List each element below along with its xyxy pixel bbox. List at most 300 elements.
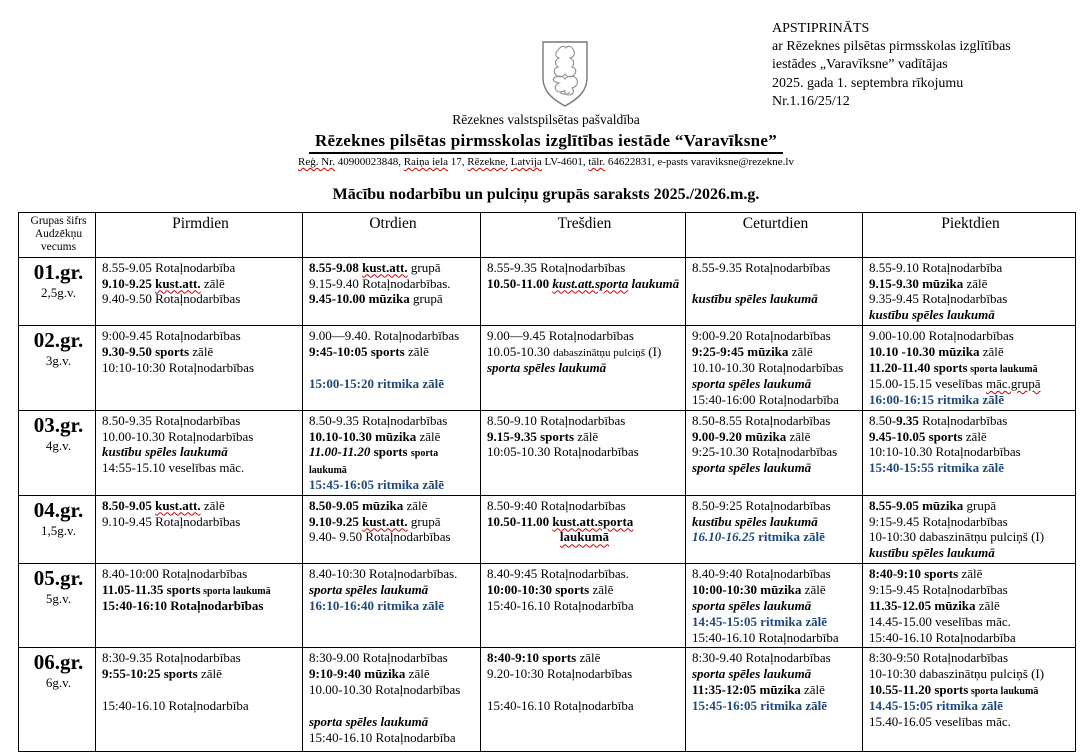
text-segment: 15:40-16.10 Rotaļnodarbība (869, 629, 1016, 645)
schedule-cell-otrdien (303, 564, 481, 648)
schedule-line (487, 444, 682, 460)
group-age: 1,5g.v. (41, 522, 76, 538)
schedule-line (102, 666, 299, 682)
text-segment: 10.00-10.30 Rotaļnodarbības (309, 682, 461, 698)
schedule-line (692, 498, 859, 514)
schedule-line (487, 529, 682, 545)
text-segment: zālē (979, 343, 1004, 359)
text-segment: 10.50-11.00 (487, 275, 553, 291)
table-header-row (19, 213, 1076, 258)
text-segment: 11.20-11.40 sports (869, 359, 968, 375)
approval-block (772, 20, 1084, 111)
schedule-line (869, 344, 1072, 360)
schedule-line (309, 514, 477, 530)
schedule-line (487, 650, 682, 666)
schedule-cell-otrdien (303, 257, 481, 325)
schedule-table-body (19, 257, 1076, 752)
text-segment: laukumā (559, 529, 610, 545)
schedule-line (487, 260, 682, 276)
schedule-line (102, 291, 299, 307)
text-segment: 8.50-9:40 Rotaļnodarbības (487, 497, 626, 513)
schedule-cell-piektdien (863, 495, 1076, 563)
schedule-line (309, 461, 477, 477)
text-segment: 8:40-9:10 sports (869, 566, 959, 582)
text-segment: zālē (788, 343, 813, 359)
corner-header-line: vecums (40, 241, 77, 254)
text-segment: 8.50-9.10 Rotaļnodarbības (487, 412, 626, 428)
text-segment: 10:00-10:30 mūzika (692, 581, 802, 597)
text-segment: 11.35-12.05 mūzika (869, 597, 976, 613)
schedule-line (102, 582, 299, 598)
schedule-line (869, 582, 1072, 598)
text-segment: zālē (404, 343, 429, 359)
text-segment: 9.35-9.45 Rotaļnodarbības (869, 291, 1008, 307)
day-header-1: Pirmdien (96, 213, 303, 258)
text-segment: 10.05-10.30 (487, 343, 554, 359)
text-segment: sporta spēles laukumā (487, 360, 607, 376)
schedule-line (309, 429, 477, 445)
schedule-line (487, 328, 682, 344)
schedule-cell-trešdien (481, 495, 686, 563)
text-segment: 10-10:30 dabaszinātņu pulciņš (I) (869, 529, 1045, 545)
municipality-name: Rēzeknes valstspilsētas pašvaldība (452, 112, 640, 127)
text-segment: 9.40- 9.50 Rotaļnodarbības (309, 529, 451, 545)
schedule-line (309, 566, 477, 582)
text-segment: 10:10-10:30 Rotaļnodarbības (102, 359, 255, 375)
schedule-line (309, 582, 477, 598)
text-segment: zālē (200, 275, 225, 291)
schedule-table (18, 212, 1076, 752)
text-segment: 14:45-15:05 ritmika zālē (692, 613, 828, 629)
text-segment: 10.10 -10.30 mūzika (869, 343, 980, 359)
text-segment: 8.55-9.05 mūzika (869, 497, 964, 513)
text-segment: 9:10-9:40 mūzika (309, 666, 406, 682)
contact-line (0, 156, 1092, 171)
schedule-line (102, 514, 299, 530)
text-segment: 9:15-9.45 Rotaļnodarbības (869, 513, 1008, 529)
text-segment: 10-10:30 dabaszinātņu pulciņš (I) (869, 666, 1045, 682)
schedule-line (869, 650, 1072, 666)
text-segment: grupā (963, 497, 997, 513)
text-segment: 9:55-10:25 sports (102, 666, 198, 682)
text-segment: grupā (407, 513, 441, 529)
text-segment: 16:00-16:15 ritmika zālē (869, 391, 1005, 407)
day-header-4: Ceturtdien (686, 213, 863, 258)
text-segment: 10:10-10.30 Rotaļnodarbības (869, 444, 1021, 460)
schedule-cell-trešdien (481, 410, 686, 495)
schedule-line (309, 650, 477, 666)
text-segment: 10:00-10:30 sports (487, 581, 590, 597)
text-segment: 8.40-9:40 Rotaļnodarbības (692, 566, 831, 582)
text-segment: 8.50-9.35 Rotaļnodarbības (309, 412, 448, 428)
schedule-cell-otrdien (303, 326, 481, 411)
text-segment: 16:10-16:40 ritmika zālē (309, 597, 445, 613)
text-segment: 9.20-10:30 Rotaļnodarbības (487, 666, 633, 682)
schedule-line (309, 698, 477, 714)
schedule-line (692, 460, 859, 476)
text-segment: 11.00-11.20 (309, 444, 374, 460)
schedule-line (102, 344, 299, 360)
text-segment: sporta spēles laukumā (692, 666, 812, 682)
schedule-line (869, 714, 1072, 730)
text-segment: 11.05-11.35 sports (102, 581, 201, 597)
group-cell (19, 257, 96, 325)
schedule-line (869, 545, 1072, 561)
text-segment: Reģ. Nr. (297, 156, 335, 168)
approval-line: Nr.1.16/25/12 (772, 93, 850, 109)
text-segment: sporta laukumā (967, 363, 1038, 375)
schedule-cell-ceturtdien (686, 257, 863, 325)
text-segment: kustību spēles laukumā (102, 444, 228, 460)
schedule-line (869, 360, 1072, 376)
text-segment: 15:45-16:05 ritmika zālē (692, 697, 828, 713)
text-segment: 10:05-10.30 Rotaļnodarbības (487, 444, 639, 460)
schedule-cell-ceturtdien (686, 495, 863, 563)
text-segment: zālē (975, 597, 1000, 613)
schedule-cell-pirmdien (96, 410, 303, 495)
schedule-cell-pirmdien (96, 564, 303, 648)
text-segment: kust.att. (155, 497, 201, 513)
text-segment: 15.00-15.15 veselības (869, 376, 986, 391)
text-segment: sports (373, 444, 411, 460)
text-segment: Rēzekne, (467, 156, 508, 168)
schedule-line (692, 698, 859, 714)
document-title: Mācību nodarbību un pulciņu grupās saraksts 2025./2026.m.g. (332, 186, 760, 203)
text-segment: kustību spēles laukumā (692, 291, 818, 307)
contact-text (0, 156, 1092, 171)
schedule-cell-ceturtdien (686, 410, 863, 495)
text-segment: 14.45-15.00 veselības māc. (869, 613, 1011, 629)
schedule-cell-piektdien (863, 326, 1076, 411)
approval-title: APSTIPRINĀTS (772, 21, 870, 36)
schedule-line (692, 666, 859, 682)
group-code: 02.gr. (33, 328, 84, 353)
schedule-line (309, 682, 477, 698)
text-segment: 9:45-10:05 sports (309, 343, 405, 359)
text-segment: kust.att. (362, 259, 408, 275)
text-segment: 9:25-10.30 Rotaļnodarbības (692, 444, 838, 460)
approval-line: 2025. gada 1. septembra rīkojumu (772, 75, 964, 91)
text-segment: zālē (589, 581, 614, 597)
text-segment: 16.10-16.25 (692, 529, 755, 545)
text-segment: tālr. (588, 156, 606, 168)
approval-line: ar Rēzeknes pilsētas pirmsskolas izglītības (772, 39, 1011, 55)
schedule-line (692, 650, 859, 666)
text-segment: 15:40-16.10 Rotaļnodarbība (309, 729, 456, 745)
schedule-line (309, 360, 477, 376)
text-segment: 9:15-9.45 Rotaļnodarbības (869, 581, 1008, 597)
schedule-line (869, 429, 1072, 445)
text-segment: sporta spēles laukumā (309, 581, 429, 597)
group-code: 01.gr. (33, 259, 84, 284)
schedule-cell-pirmdien (96, 326, 303, 411)
schedule-line (869, 392, 1072, 408)
text-segment: 9.15-9.35 sports (487, 428, 575, 444)
group-code: 06.gr. (33, 650, 84, 675)
text-segment: 8.55-9.35 Rotaļnodarbības (692, 259, 831, 275)
text-segment: 9.15-9.40 Rotaļnodarbības. (309, 275, 451, 291)
text-segment: sporta spēles laukumā (309, 713, 429, 729)
text-segment: 15:40-16.10 Rotaļnodarbība (487, 597, 634, 613)
text-segment: 14.45-15:05 ritmika zālē (869, 698, 1003, 714)
group-age: 3g.v. (45, 353, 72, 369)
institution-title: Rēzeknes pilsētas pirmsskolas izglītības iestāde “Varavīksne” (309, 131, 783, 154)
text-segment: dabaszinātņu pulciņš (553, 346, 646, 359)
text-segment: 8.50-9.05 mūzika (309, 497, 404, 513)
schedule-line (309, 730, 477, 746)
schedule-line (487, 498, 682, 514)
schedule-line (692, 582, 859, 598)
schedule-line (309, 529, 477, 545)
text-segment: kustību spēles laukumā (869, 307, 995, 323)
text-segment: sporta laukumā (200, 585, 271, 597)
text-segment: 10.00-10.30 Rotaļnodarbības (102, 428, 254, 444)
schedule-cell-ceturtdien (686, 564, 863, 648)
schedule-cell-pirmdien (96, 495, 303, 563)
schedule-line (692, 360, 859, 376)
text-segment: kustību spēles laukumā (869, 545, 995, 561)
schedule-line (102, 276, 299, 292)
group-code: 04.gr. (33, 497, 84, 522)
schedule-line (487, 598, 682, 614)
schedule-line (869, 307, 1072, 323)
day-header-2: Otrdien (303, 213, 481, 258)
schedule-line (309, 276, 477, 292)
text-segment: zālē (576, 650, 601, 666)
text-segment: kustību spēles laukumā (692, 513, 818, 529)
text-segment: 9.45-10.00 mūzika (309, 291, 410, 307)
text-segment: sporta (410, 448, 439, 460)
schedule-line (102, 444, 299, 460)
text-segment: 9.10-9.25 (102, 275, 156, 291)
schedule-line (487, 698, 682, 714)
schedule-line (869, 630, 1072, 646)
text-segment: 9.35 (896, 412, 919, 428)
schedule-line (869, 529, 1072, 545)
text-segment: 10.50-11.00 (487, 513, 553, 529)
group-code: 03.gr. (33, 412, 84, 437)
approval-lines (772, 38, 1084, 111)
text-segment: 9:25-9:45 mūzika (692, 343, 789, 359)
schedule-line (869, 376, 1072, 392)
text-segment: zālē (403, 497, 428, 513)
schedule-line (869, 276, 1072, 292)
text-segment: 40900023848, (334, 156, 404, 168)
schedule-line (309, 328, 477, 344)
schedule-cell-otrdien (303, 495, 481, 563)
text-segment: laukumā (628, 275, 680, 291)
text-segment: 8.55-9.35 Rotaļnodarbības (487, 259, 626, 275)
schedule-line (692, 566, 859, 582)
text-segment: 8:30-9:50 Rotaļnodarbības (869, 650, 1009, 666)
schedule-cell-ceturtdien (686, 326, 863, 411)
schedule-line (487, 514, 682, 530)
text-segment: māc.grupā (985, 376, 1041, 391)
group-cell (19, 564, 96, 648)
text-segment: 8.55-9.05 Rotaļnodarbība (102, 259, 236, 275)
schedule-line (869, 260, 1072, 276)
text-segment: 9.10-9.25 (309, 513, 363, 529)
schedule-line (309, 260, 477, 276)
text-segment: zālē (189, 343, 214, 359)
day-header-3: Trešdien (481, 213, 686, 258)
text-segment: 8.40-10:30 Rotaļnodarbības. (309, 566, 458, 582)
schedule-line (692, 630, 859, 646)
group-cell (19, 495, 96, 563)
text-segment: zālē (786, 428, 811, 444)
corner-header-cell (19, 213, 96, 258)
text-segment: 9.00—9.40. Rotaļnodarbības (309, 328, 460, 344)
text-segment: 8:30-9.40 Rotaļnodarbības (692, 650, 831, 666)
schedule-line (309, 344, 477, 360)
schedule-line (487, 413, 682, 429)
text-segment: zālē (197, 666, 222, 682)
text-segment: Rotaļnodarbības (918, 412, 1008, 428)
schedule-line (692, 392, 859, 408)
text-segment: 10.10-10.30 mūzika (309, 428, 417, 444)
group-age: 5g.v. (45, 591, 72, 607)
table-row-02gr (19, 326, 1076, 411)
text-segment: 64622831, e-pasts varaviksne@rezekne.lv (605, 156, 794, 168)
schedule-line (102, 650, 299, 666)
schedule-line (869, 698, 1072, 714)
schedule-line (102, 260, 299, 276)
text-segment: sporta spēles laukumā (692, 460, 812, 476)
text-segment: 9.30-9.50 sports (102, 343, 190, 359)
schedule-line (869, 598, 1072, 614)
text-segment: 15.40-16.05 veselības māc. (869, 714, 1011, 730)
schedule-cell-piektdien (863, 410, 1076, 495)
text-segment: zālē (963, 275, 988, 291)
table-row-04gr (19, 495, 1076, 563)
schedule-line (692, 529, 859, 545)
text-segment: 8:40-9:10 sports (487, 650, 577, 666)
text-segment: sporta spēles laukumā (692, 597, 812, 613)
text-segment: 8.50-8.55 Rotaļnodarbības (692, 412, 831, 428)
schedule-cell-trešdien (481, 564, 686, 648)
text-segment: grupā (409, 291, 443, 307)
schedule-line (309, 413, 477, 429)
schedule-line (692, 276, 859, 292)
schedule-line (102, 328, 299, 344)
schedule-cell-piektdien (863, 564, 1076, 648)
text-segment: 15:40-16:00 Rotaļnodarbība (692, 391, 839, 407)
schedule-cell-ceturtdien (686, 648, 863, 752)
schedule-line (102, 498, 299, 514)
text-segment: zālē (801, 581, 826, 597)
schedule-line (692, 344, 859, 360)
text-segment: 9:00-9.45 Rotaļnodarbības (102, 328, 241, 344)
text-segment: 8:30-9.35 Rotaļnodarbības (102, 650, 241, 666)
text-segment: zālē (405, 666, 430, 682)
schedule-cell-trešdien (481, 257, 686, 325)
text-segment: zālē (800, 682, 825, 698)
text-segment: 8:30-9.00 Rotaļnodarbības (309, 650, 448, 666)
text-segment: 15:40-16:10 Rotaļnodarbības (102, 598, 264, 614)
text-segment: 10.10-10.30 Rotaļnodarbības (692, 359, 844, 375)
schedule-line (309, 598, 477, 614)
text-segment: 8.40-10:00 Rotaļnodarbības (102, 566, 248, 582)
schedule-cell-pirmdien (96, 257, 303, 325)
text-segment: 11:35-12:05 mūzika (692, 682, 801, 698)
text-segment: LV-4601, (541, 156, 589, 168)
corner-header-line: Grupas šifrs (30, 215, 87, 227)
schedule-line (869, 566, 1072, 582)
group-code: 05.gr. (33, 566, 84, 591)
text-segment: 8.50-9.35 Rotaļnodarbības (102, 412, 241, 428)
schedule-line (487, 682, 682, 698)
schedule-cell-trešdien (481, 326, 686, 411)
text-segment: 15:40-16.10 Rotaļnodarbība (692, 629, 839, 645)
text-segment: ritmika zālē (754, 529, 825, 545)
schedule-cell-otrdien (303, 410, 481, 495)
text-segment: zālē (574, 428, 599, 444)
text-segment: 9.00—9.45 Rotaļnodarbības (487, 328, 634, 344)
schedule-line (309, 444, 477, 460)
schedule-line (102, 598, 299, 614)
text-segment: sporta spēles laukumā (692, 375, 812, 391)
text-segment: zālē (962, 428, 987, 444)
schedule-line (487, 566, 682, 582)
text-segment: kust.att. (155, 275, 201, 291)
table-row-01gr (19, 257, 1076, 325)
text-segment: zālē (200, 497, 225, 513)
text-segment: 8.55-9.08 (309, 259, 363, 275)
day-header-5: Piektdien (863, 213, 1076, 258)
schedule-line (869, 460, 1072, 476)
text-segment: zālē (416, 428, 441, 444)
schedule-line (869, 444, 1072, 460)
text-segment: 9.10-9.45 Rotaļnodarbības (102, 513, 241, 529)
schedule-line (487, 344, 682, 360)
schedule-line (869, 682, 1072, 698)
text-segment: 9.45-10.05 sports (869, 428, 963, 444)
schedule-line (487, 666, 682, 682)
schedule-line (869, 514, 1072, 530)
text-segment: sporta laukumā (968, 686, 1039, 698)
schedule-line (692, 413, 859, 429)
institution-title-wrap (0, 131, 1092, 154)
table-row-06gr (19, 648, 1076, 752)
text-segment: Latvija (510, 156, 542, 168)
text-segment: 9.00-10.00 Rotaļnodarbības (869, 328, 1014, 344)
schedule-line (692, 260, 859, 276)
text-segment: 15:00-15:20 ritmika zālē (309, 375, 445, 391)
text-segment: 8.40-9:45 Rotaļnodarbības. (487, 566, 629, 582)
schedule-line (102, 698, 299, 714)
schedule-line (869, 413, 1072, 429)
text-segment: 9:00-9.20 Rotaļnodarbības (692, 328, 831, 344)
schedule-line (487, 429, 682, 445)
schedule-line (869, 291, 1072, 307)
schedule-line (309, 376, 477, 392)
schedule-line (692, 598, 859, 614)
text-segment: grupā (407, 259, 441, 275)
text-segment: laukumā (309, 464, 347, 476)
schedule-line (692, 444, 859, 460)
text-segment: 8.50-9:25 Rotaļnodarbības (692, 497, 831, 513)
schedule-line (102, 429, 299, 445)
text-segment: 15:40-15:55 ritmika zālē (869, 460, 1005, 476)
text-segment: 9.00-9.20 mūzika (692, 428, 787, 444)
text-segment: Raiņa iela (403, 156, 449, 168)
schedule-line (309, 291, 477, 307)
text-segment: 14:55-15.10 veselības māc. (102, 460, 245, 476)
schedule-line (869, 498, 1072, 514)
text-segment: kust.att.sporta (552, 275, 629, 291)
schedule-line (692, 328, 859, 344)
text-segment: (I) (645, 343, 662, 359)
